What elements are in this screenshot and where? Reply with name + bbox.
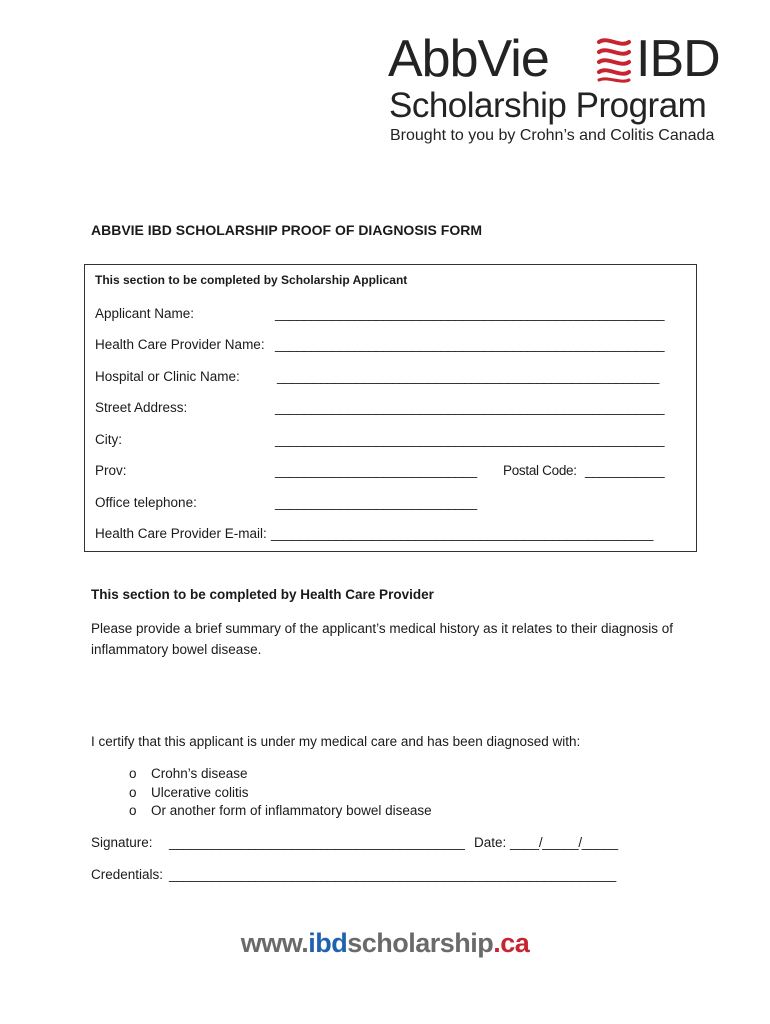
- diagnosis-option-label: Or another form of inflammatory bowel disease: [151, 803, 432, 818]
- credentials-label: Credentials:: [91, 867, 164, 882]
- circle-bullet-icon: o: [129, 784, 137, 800]
- diagnosis-option-crohns[interactable]: [129, 765, 432, 784]
- website-url-ibd: ibd: [308, 928, 348, 958]
- logo-program-name: Scholarship Program: [389, 86, 707, 125]
- circle-bullet-icon: o: [129, 803, 137, 818]
- diagnosis-option-other-ibd[interactable]: [129, 802, 432, 821]
- website-url[interactable]: [0, 928, 770, 959]
- logo-brand-ibd: IBD: [636, 30, 720, 88]
- city-label: City:: [95, 432, 122, 447]
- circle-bullet-icon: o: [129, 766, 137, 781]
- form-title: ABBVIE IBD SCHOLARSHIP PROOF OF DIAGNOSIS FORM: [91, 222, 482, 238]
- date-label: Date:: [474, 835, 507, 850]
- hcp-email-label: Health Care Provider E-mail:: [95, 526, 267, 541]
- credentials-field[interactable]: ______________________________________________________________: [169, 867, 616, 882]
- diagnosis-option-label: Crohn’s disease: [151, 766, 248, 781]
- office-telephone-label: Office telephone:: [95, 495, 197, 510]
- hcp-instructions: Please provide a brief summary of the applicant’s medical history as it relates to their diagnosis of inflammatory bowel disease.: [91, 621, 674, 657]
- applicant-section: [84, 264, 697, 552]
- hcp-name-field[interactable]: ______________________________________________________: [275, 337, 665, 352]
- abbvie-ibd-logo: [388, 32, 748, 144]
- date-field[interactable]: ____/_____/_____: [510, 835, 618, 850]
- street-address-field[interactable]: ______________________________________________________: [275, 400, 665, 415]
- logo-brand-abbvie: AbbVie: [388, 30, 549, 88]
- prov-label: Prov:: [95, 463, 127, 478]
- diagnosis-option-label: Ulcerative colitis: [151, 784, 249, 800]
- postal-code-field[interactable]: ___________: [585, 463, 665, 478]
- logo-tagline: Brought to you by Crohn’s and Colitis Canada: [390, 127, 715, 144]
- office-telephone-field[interactable]: ____________________________: [275, 495, 477, 510]
- clinic-name-label: Hospital or Clinic Name:: [95, 369, 240, 384]
- signature-label: Signature:: [91, 835, 153, 850]
- hcp-section-heading: This section to be completed by Health Care Provider: [91, 587, 434, 602]
- street-address-label: Street Address:: [95, 400, 188, 415]
- diagnosis-option-ulcerative-colitis[interactable]: [129, 784, 432, 803]
- signature-field[interactable]: _________________________________________: [169, 835, 465, 850]
- applicant-section-heading: This section to be completed by Scholarship Applicant: [95, 273, 408, 287]
- applicant-name-label: Applicant Name:: [95, 306, 195, 321]
- hcp-email-field[interactable]: _____________________________________________________: [271, 526, 654, 541]
- prov-field[interactable]: ____________________________: [275, 463, 477, 478]
- applicant-name-field[interactable]: ______________________________________________________: [275, 306, 665, 321]
- website-url-prefix: www.: [240, 928, 309, 958]
- website-url-tld: .ca: [493, 928, 530, 958]
- city-field[interactable]: ______________________________________________________: [275, 432, 665, 447]
- hcp-name-label: Health Care Provider Name:: [95, 337, 265, 352]
- ribbon-icon: [595, 36, 633, 84]
- diagnosis-options: [129, 765, 432, 821]
- certification-statement: I certify that this applicant is under my medical care and has been diagnosed with:: [91, 734, 581, 749]
- postal-code-label: Postal Code:: [503, 463, 577, 478]
- website-url-scholarship: scholarship: [347, 928, 494, 958]
- clinic-name-field[interactable]: _____________________________________________________: [277, 369, 660, 384]
